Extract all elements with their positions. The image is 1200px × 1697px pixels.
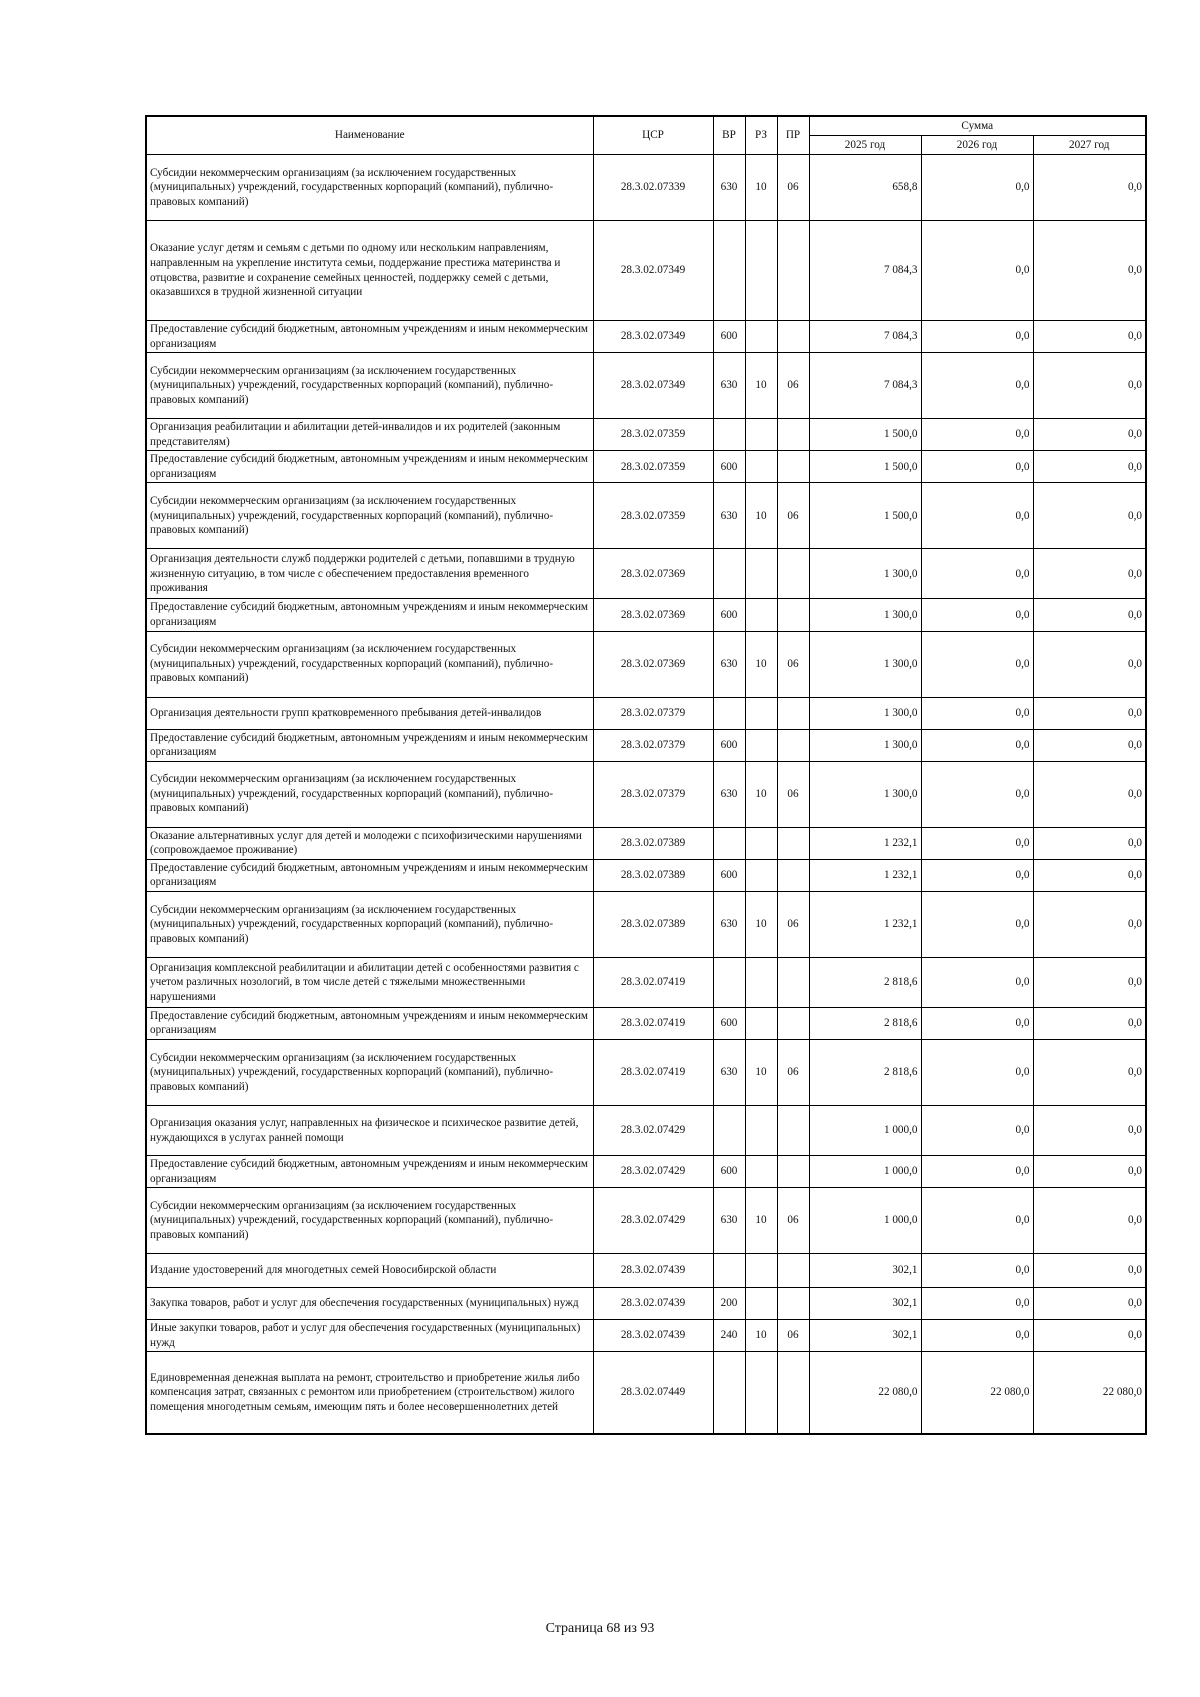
cell-vr [713,221,745,321]
cell-name: Организация деятельности групп кратковременного пребывания детей-инвалидов [146,697,593,729]
cell-sum-2025: 1 500,0 [809,419,921,451]
cell-csr: 28.3.02.07389 [593,827,713,859]
cell-pr [777,1352,809,1434]
table-row [146,1320,1146,1352]
cell-rz: 10 [745,1320,777,1352]
table-row [146,419,1146,451]
table-row [146,1040,1146,1106]
cell-rz [745,1254,777,1288]
table-row [146,353,1146,419]
cell-sum-2027: 0,0 [1033,1040,1146,1106]
cell-csr: 28.3.02.07369 [593,549,713,599]
cell-sum-2027: 0,0 [1033,419,1146,451]
header-pr: ПР [777,116,809,155]
cell-name: Единовременная денежная выплата на ремонт, строительство и приобретение жилья либо компенсация затрат, связанных с ремонтом или приобретением (строительством) жилого помещения многодетным семьям, имеющим пять и более несовершеннолетних детей [146,1352,593,1434]
cell-sum-2025: 7 084,3 [809,221,921,321]
cell-rz: 10 [745,155,777,221]
cell-name: Организация комплексной реабилитации и абилитации детей с особенностями развития с учетом различных нозологий, в том числе детей с тяжелыми множественными нарушениями [146,957,593,1007]
cell-vr: 630 [713,155,745,221]
table-row [146,155,1146,221]
cell-sum-2027: 0,0 [1033,1254,1146,1288]
cell-vr: 240 [713,1320,745,1352]
cell-pr [777,599,809,631]
cell-name: Субсидии некоммерческим организациям (за исключением государственных (муниципальных) учреждений, государственных корпораций (компаний), публично-правовых компаний) [146,631,593,697]
cell-sum-2026: 0,0 [921,1288,1033,1320]
cell-name: Издание удостоверений для многодетных семей Новосибирской области [146,1254,593,1288]
cell-name: Предоставление субсидий бюджетным, автономным учреждениям и иным некоммерческим организациям [146,1007,593,1039]
cell-rz: 10 [745,1040,777,1106]
cell-pr [777,321,809,353]
cell-sum-2027: 0,0 [1033,483,1146,549]
cell-csr: 28.3.02.07419 [593,957,713,1007]
cell-rz: 10 [745,891,777,957]
cell-vr: 630 [713,353,745,419]
cell-sum-2026: 0,0 [921,697,1033,729]
cell-name: Иные закупки товаров, работ и услуг для обеспечения государственных (муниципальных) нужд [146,1320,593,1352]
cell-csr: 28.3.02.07389 [593,859,713,891]
cell-csr: 28.3.02.07389 [593,891,713,957]
cell-name: Организация деятельности служб поддержки родителей с детьми, попавшими в трудную жизненную ситуацию, в том числе с обеспечением предоставления временного проживания [146,549,593,599]
cell-pr [777,859,809,891]
cell-sum-2026: 0,0 [921,1188,1033,1254]
header-name: Наименование [146,116,593,155]
cell-pr [777,419,809,451]
cell-pr [777,1106,809,1156]
table-row [146,549,1146,599]
cell-sum-2026: 0,0 [921,1320,1033,1352]
header-year-2025: 2025 год [809,136,921,155]
cell-sum-2027: 0,0 [1033,549,1146,599]
cell-rz [745,221,777,321]
header-csr: ЦСР [593,116,713,155]
cell-pr [777,1156,809,1188]
cell-sum-2025: 1 000,0 [809,1106,921,1156]
cell-rz [745,729,777,761]
cell-sum-2025: 302,1 [809,1288,921,1320]
cell-pr: 06 [777,761,809,827]
cell-sum-2027: 22 080,0 [1033,1352,1146,1434]
cell-sum-2025: 1 232,1 [809,827,921,859]
cell-csr: 28.3.02.07379 [593,761,713,827]
cell-pr [777,1007,809,1039]
cell-sum-2027: 0,0 [1033,1288,1146,1320]
table-row [146,1352,1146,1434]
cell-sum-2025: 1 300,0 [809,729,921,761]
cell-pr [777,957,809,1007]
cell-csr: 28.3.02.07369 [593,631,713,697]
cell-name: Предоставление субсидий бюджетным, автономным учреждениям и иным некоммерческим организациям [146,599,593,631]
cell-rz [745,697,777,729]
table-row [146,1007,1146,1039]
cell-name: Организация оказания услуг, направленных на физическое и психическое развитие детей, нуждающихся в услугах ранней помощи [146,1106,593,1156]
cell-sum-2025: 302,1 [809,1254,921,1288]
cell-name: Предоставление субсидий бюджетным, автономным учреждениям и иным некоммерческим организациям [146,729,593,761]
cell-csr: 28.3.02.07369 [593,599,713,631]
cell-vr [713,957,745,1007]
table-row [146,761,1146,827]
cell-vr: 600 [713,859,745,891]
cell-vr: 630 [713,1040,745,1106]
cell-rz [745,827,777,859]
cell-csr: 28.3.02.07359 [593,451,713,483]
cell-pr: 06 [777,155,809,221]
cell-sum-2026: 22 080,0 [921,1352,1033,1434]
table-row [146,1254,1146,1288]
cell-pr: 06 [777,483,809,549]
cell-csr: 28.3.02.07359 [593,483,713,549]
cell-csr: 28.3.02.07419 [593,1040,713,1106]
cell-sum-2027: 0,0 [1033,761,1146,827]
table-row [146,599,1146,631]
cell-csr: 28.3.02.07439 [593,1288,713,1320]
cell-sum-2026: 0,0 [921,451,1033,483]
cell-sum-2027: 0,0 [1033,891,1146,957]
cell-vr: 600 [713,1156,745,1188]
header-year-2026: 2026 год [921,136,1033,155]
cell-rz [745,1106,777,1156]
cell-sum-2026: 0,0 [921,631,1033,697]
cell-rz [745,549,777,599]
cell-name: Предоставление субсидий бюджетным, автономным учреждениям и иным некоммерческим организациям [146,451,593,483]
cell-csr: 28.3.02.07429 [593,1188,713,1254]
cell-sum-2027: 0,0 [1033,1320,1146,1352]
cell-sum-2026: 0,0 [921,221,1033,321]
cell-sum-2025: 7 084,3 [809,321,921,353]
cell-sum-2027: 0,0 [1033,729,1146,761]
cell-sum-2025: 2 818,6 [809,1007,921,1039]
cell-sum-2025: 1 300,0 [809,697,921,729]
cell-pr [777,1288,809,1320]
cell-pr [777,221,809,321]
cell-rz [745,321,777,353]
cell-vr: 600 [713,451,745,483]
table-row [146,451,1146,483]
cell-sum-2026: 0,0 [921,599,1033,631]
table-row [146,221,1146,321]
cell-sum-2027: 0,0 [1033,1188,1146,1254]
cell-sum-2027: 0,0 [1033,353,1146,419]
cell-sum-2026: 0,0 [921,1254,1033,1288]
cell-sum-2027: 0,0 [1033,221,1146,321]
cell-sum-2027: 0,0 [1033,697,1146,729]
cell-sum-2027: 0,0 [1033,827,1146,859]
cell-vr [713,1254,745,1288]
cell-csr: 28.3.02.07349 [593,221,713,321]
cell-name: Предоставление субсидий бюджетным, автономным учреждениям и иным некоммерческим организациям [146,321,593,353]
cell-rz [745,859,777,891]
cell-rz [745,599,777,631]
cell-pr [777,549,809,599]
cell-vr [713,827,745,859]
cell-sum-2027: 0,0 [1033,155,1146,221]
cell-sum-2026: 0,0 [921,353,1033,419]
cell-rz [745,419,777,451]
cell-vr: 630 [713,761,745,827]
cell-name: Субсидии некоммерческим организациям (за исключением государственных (муниципальных) учреждений, государственных корпораций (компаний), публично-правовых компаний) [146,1040,593,1106]
cell-sum-2025: 1 000,0 [809,1188,921,1254]
cell-csr: 28.3.02.07439 [593,1320,713,1352]
cell-rz [745,1288,777,1320]
cell-csr: 28.3.02.07349 [593,321,713,353]
table-row [146,697,1146,729]
cell-vr [713,1352,745,1434]
table-row [146,321,1146,353]
cell-sum-2027: 0,0 [1033,451,1146,483]
cell-vr: 630 [713,1188,745,1254]
cell-pr [777,1254,809,1288]
cell-name: Субсидии некоммерческим организациям (за исключением государственных (муниципальных) учреждений, государственных корпораций (компаний), публично-правовых компаний) [146,891,593,957]
cell-sum-2025: 1 500,0 [809,483,921,549]
cell-rz [745,957,777,1007]
cell-sum-2026: 0,0 [921,891,1033,957]
cell-rz: 10 [745,631,777,697]
cell-rz: 10 [745,761,777,827]
cell-sum-2025: 1 300,0 [809,631,921,697]
cell-name: Оказание альтернативных услуг для детей и молодежи с психофизическими нарушениями (сопровождаемое проживание) [146,827,593,859]
table-row [146,1106,1146,1156]
cell-rz [745,451,777,483]
cell-sum-2027: 0,0 [1033,321,1146,353]
page-number: Страница 68 из 93 [545,1621,655,1636]
cell-sum-2026: 0,0 [921,1007,1033,1039]
cell-vr [713,419,745,451]
cell-pr [777,827,809,859]
cell-sum-2025: 302,1 [809,1320,921,1352]
cell-name: Субсидии некоммерческим организациям (за исключением государственных (муниципальных) учреждений, государственных корпораций (компаний), публично-правовых компаний) [146,483,593,549]
table-row [146,859,1146,891]
table-row [146,1288,1146,1320]
cell-sum-2026: 0,0 [921,827,1033,859]
cell-sum-2025: 1 232,1 [809,859,921,891]
cell-sum-2025: 1 500,0 [809,451,921,483]
cell-name: Предоставление субсидий бюджетным, автономным учреждениям и иным некоммерческим организациям [146,859,593,891]
cell-sum-2026: 0,0 [921,321,1033,353]
table-row [146,631,1146,697]
cell-sum-2025: 1 232,1 [809,891,921,957]
cell-pr: 06 [777,891,809,957]
cell-sum-2027: 0,0 [1033,1007,1146,1039]
cell-pr [777,451,809,483]
table-row [146,891,1146,957]
cell-vr: 600 [713,729,745,761]
cell-pr [777,697,809,729]
cell-pr: 06 [777,353,809,419]
cell-sum-2026: 0,0 [921,419,1033,451]
cell-rz: 10 [745,1188,777,1254]
cell-rz [745,1007,777,1039]
cell-rz: 10 [745,353,777,419]
cell-sum-2025: 658,8 [809,155,921,221]
cell-sum-2027: 0,0 [1033,957,1146,1007]
cell-csr: 28.3.02.07379 [593,697,713,729]
cell-csr: 28.3.02.07379 [593,729,713,761]
cell-sum-2025: 1 000,0 [809,1156,921,1188]
table-row [146,827,1146,859]
cell-sum-2027: 0,0 [1033,631,1146,697]
cell-sum-2025: 2 818,6 [809,957,921,1007]
cell-sum-2026: 0,0 [921,549,1033,599]
cell-sum-2025: 2 818,6 [809,1040,921,1106]
cell-sum-2026: 0,0 [921,957,1033,1007]
cell-rz [745,1352,777,1434]
table-body [146,155,1146,1434]
table-row [146,1156,1146,1188]
table-header [146,116,1146,155]
cell-sum-2025: 7 084,3 [809,353,921,419]
cell-sum-2025: 1 300,0 [809,549,921,599]
cell-csr: 28.3.02.07429 [593,1156,713,1188]
table-row [146,483,1146,549]
header-rz: РЗ [745,116,777,155]
table-row [146,1188,1146,1254]
cell-csr: 28.3.02.07359 [593,419,713,451]
cell-csr: 28.3.02.07419 [593,1007,713,1039]
cell-sum-2026: 0,0 [921,729,1033,761]
cell-name: Предоставление субсидий бюджетным, автономным учреждениям и иным некоммерческим организациям [146,1156,593,1188]
cell-name: Оказание услуг детям и семьям с детьми по одному или нескольким направлениям, направленным на укрепление института семьи, поддержание престижа материнства и отцовства, развитие и сохранение семейных ценностей, поддержку семей с детьми, оказавшихся в трудной жизненной ситуации [146,221,593,321]
cell-vr: 600 [713,321,745,353]
cell-csr: 28.3.02.07429 [593,1106,713,1156]
cell-vr [713,549,745,599]
cell-vr: 630 [713,631,745,697]
cell-csr: 28.3.02.07349 [593,353,713,419]
cell-csr: 28.3.02.07439 [593,1254,713,1288]
cell-rz: 10 [745,483,777,549]
cell-sum-2025: 22 080,0 [809,1352,921,1434]
cell-pr: 06 [777,631,809,697]
header-sum: Сумма [809,116,1146,136]
cell-csr: 28.3.02.07449 [593,1352,713,1434]
cell-vr [713,1106,745,1156]
table-row [146,729,1146,761]
cell-name: Субсидии некоммерческим организациям (за исключением государственных (муниципальных) учреждений, государственных корпораций (компаний), публично-правовых компаний) [146,1188,593,1254]
cell-vr: 630 [713,483,745,549]
cell-sum-2026: 0,0 [921,1156,1033,1188]
cell-pr: 06 [777,1320,809,1352]
cell-vr [713,697,745,729]
cell-name: Субсидии некоммерческим организациям (за исключением государственных (муниципальных) учреждений, государственных корпораций (компаний), публично-правовых компаний) [146,761,593,827]
cell-sum-2026: 0,0 [921,859,1033,891]
cell-sum-2025: 1 300,0 [809,761,921,827]
cell-sum-2026: 0,0 [921,761,1033,827]
cell-sum-2027: 0,0 [1033,859,1146,891]
cell-vr: 630 [713,891,745,957]
cell-pr: 06 [777,1188,809,1254]
cell-vr: 200 [713,1288,745,1320]
header-year-2027: 2027 год [1033,136,1146,155]
cell-rz [745,1156,777,1188]
cell-sum-2026: 0,0 [921,483,1033,549]
cell-vr: 600 [713,599,745,631]
cell-sum-2026: 0,0 [921,1106,1033,1156]
table-row [146,957,1146,1007]
cell-csr: 28.3.02.07339 [593,155,713,221]
cell-vr: 600 [713,1007,745,1039]
header-vr: ВР [713,116,745,155]
cell-name: Организация реабилитации и абилитации детей-инвалидов и их родителей (законным представителям) [146,419,593,451]
cell-sum-2025: 1 300,0 [809,599,921,631]
cell-pr: 06 [777,1040,809,1106]
cell-sum-2027: 0,0 [1033,1156,1146,1188]
budget-table [145,115,1147,1435]
cell-sum-2026: 0,0 [921,1040,1033,1106]
cell-name: Закупка товаров, работ и услуг для обеспечения государственных (муниципальных) нужд [146,1288,593,1320]
cell-name: Субсидии некоммерческим организациям (за исключением государственных (муниципальных) учреждений, государственных корпораций (компаний), публично-правовых компаний) [146,155,593,221]
cell-sum-2027: 0,0 [1033,1106,1146,1156]
cell-sum-2027: 0,0 [1033,599,1146,631]
cell-name: Субсидии некоммерческим организациям (за исключением государственных (муниципальных) учреждений, государственных корпораций (компаний), публично-правовых компаний) [146,353,593,419]
cell-pr [777,729,809,761]
cell-sum-2026: 0,0 [921,155,1033,221]
